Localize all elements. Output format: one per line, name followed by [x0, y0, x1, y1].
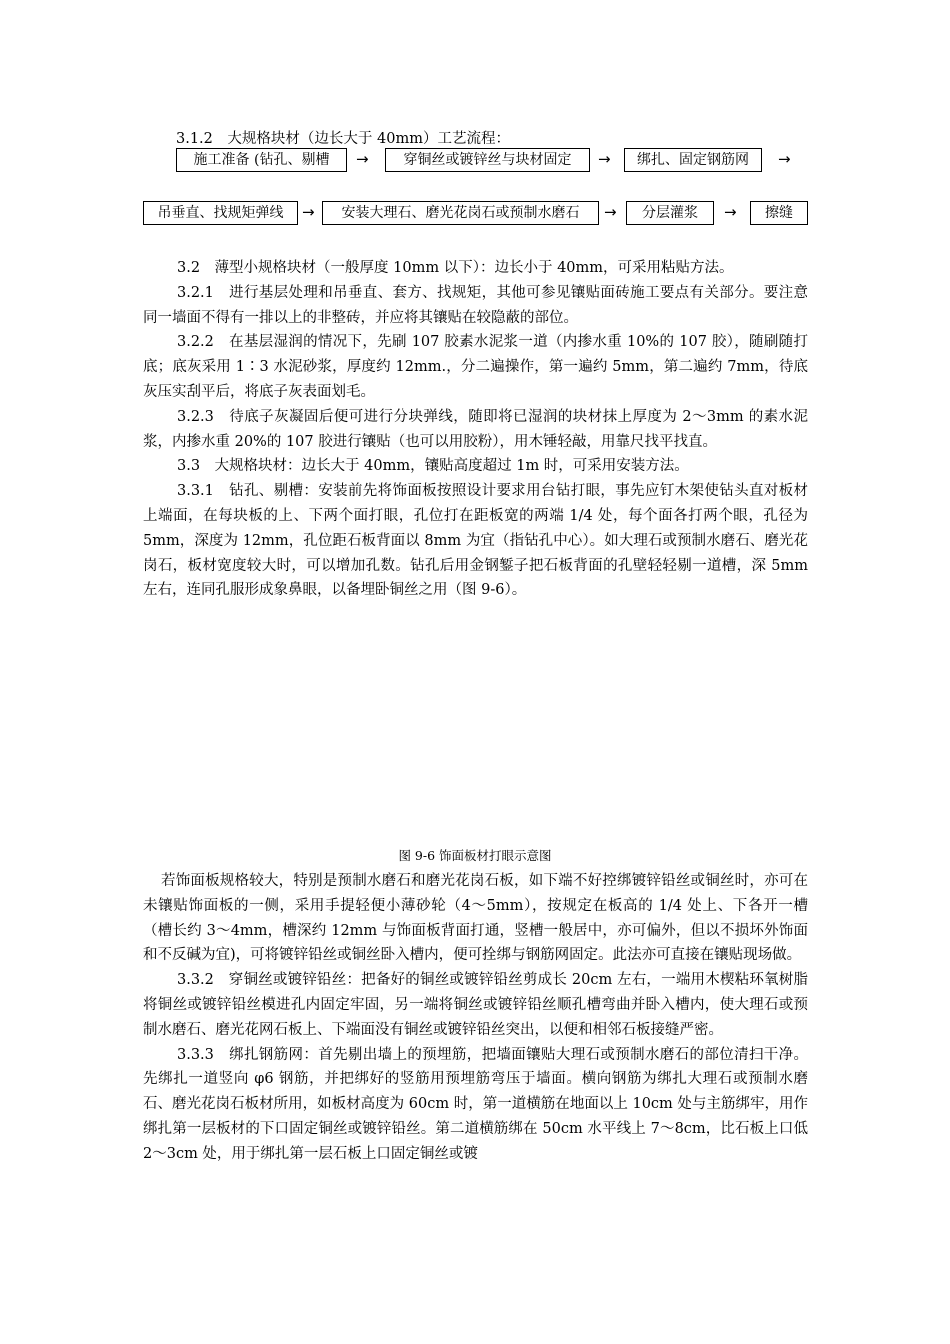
flow-arrow: → [302, 203, 315, 221]
figure-caption: 图 9-6 饰面板材打眼示意图 [398, 848, 552, 863]
paragraph-3-3-1: 3.3.1 钻孔、剔槽：安装前先将饰面板按照设计要求用台钻打眼，事先应钉木架使钻头直对板材上端面，在每块板的上、下两个面打眼，孔位打在距板宽的两端 1/4 处，每个面各打两个眼，孔径为 5mm，深度为 12mm，孔位距石板背面以 8mm 为宜（指钻孔中心）。如大理石或预制水磨石、磨光花岗石，板材宽度较大时，可以增加孔数。钻孔后用金钢錾子把石板背面的孔壁轻轻剔一道槽，深 5mm 左右，连同孔服形成象鼻眼，以备埋卧铜丝之用（图 9-6）。 [143, 483, 808, 599]
paragraph-3-3: 3.3 大规格块材：边长大于 40mm，镶贴高度超过 1m 时，可采用安装方法。 [177, 458, 689, 475]
flow-step-install: 安装大理石、磨光花岗石或预制水磨石 [322, 201, 599, 225]
paragraph-3-3-3: 3.3.3 绑扎钢筋网：首先剔出墙上的预埋筋，把墙面镶贴大理石或预制水磨石的部位清扫干净。先绑扎一道竖向 φ6 钢筋，并把绑好的竖筋用预埋筋弯压于墙面。横向钢筋为绑扎大理石或预制水磨石、磨光花岗石板材所用，如板材高度为 60cm 时，第一道横筋在地面以上 10cm 处与主筋绑牢，用作绑扎第一层板材的下口固定铜丝或镀锌铅丝。第二道横筋绑在 50cm 水平线上 7～8cm，比石板上口低 2～3cm 处，用于绑扎第一层石板上口固定铜丝或镀 [143, 1046, 808, 1162]
text-block-bottom [143, 869, 808, 1167]
paragraph-3-2-1: 3.2.1 进行基层处理和吊垂直、套方、找规矩，其他可参见镶贴面砖施工要点有关部分。要注意同一墙面不得有一排以上的非整砖，并应将其镶贴在较隐蔽的部位。 [143, 284, 808, 326]
paragraph-3-2-3: 3.2.3 待底子灰凝固后便可进行分块弹线，随即将已湿润的块材抹上厚度为 2～3mm 的素水泥浆，内掺水重 20%的 107 胶进行镶贴（也可以用胶粉），用木锤轻敲，用靠尺找平找直。 [143, 408, 808, 450]
flow-step-wire: 穿铜丝或镀锌丝与块材固定 [385, 148, 590, 172]
paragraph-3-2-2: 3.2.2 在基层湿润的情况下，先刷 107 胶素水泥浆一道（内掺水重 10%的 107 胶），随刷随打底；底灰采用 1∶3 水泥砂浆，厚度约 12mm.，分二遍操作，第一遍约 5mm，第二遍约 7mm，待底灰压实刮平后，将底子灰表面划毛。 [143, 334, 808, 400]
flow-step-rebar: 绑扎、固定钢筋网 [624, 148, 762, 172]
section-heading-3-1-2: 3.1.2 大规格块材（边长大于 40mm）工艺流程： [176, 131, 510, 147]
flow-arrow: → [604, 203, 617, 221]
paragraph-groove: 若饰面板规格较大，特别是预制水磨石和磨光花岗石板，如下端不好控绑镀锌铅丝或铜丝时，亦可在未镶贴饰面板的一侧，采用手提轻便小薄砂轮（4～5mm），按规定在板高的 1/4 处上、下各开一槽（槽长约 3～4mm，槽深约 12mm 与饰面板背面打通，竖槽一般居中，亦可偏外，但以不损坏外饰面和不反碱为宜)，可将镀锌铅丝或铜丝卧入槽内，便可拴绑与钢筋网固定。此法亦可直接在镶贴现场做。 [143, 873, 808, 964]
flow-step-plumb: 吊垂直、找规矩弹线 [143, 201, 298, 225]
paragraph-3-3-2: 3.3.2 穿铜丝或镀锌铅丝：把备好的铜丝或镀锌铅丝剪成长 20cm 左右，一端用木楔粘环氧树脂将铜丝或镀锌铅丝模进孔内固定牢固，另一端将铜丝或镀锌铅丝顺孔槽弯曲并卧入槽内，使大理石或预制水磨石、磨光花网石板上、下端面没有铜丝或镀锌铅丝突出，以便和相邻石板接缝严密。 [143, 972, 808, 1038]
flow-arrow: → [724, 203, 737, 221]
flow-step-joint: 擦缝 [750, 201, 808, 225]
flow-step-prepare: 施工准备 (钻孔、剔槽 [176, 148, 347, 172]
flow-arrow: → [356, 150, 369, 168]
text-block-top [143, 256, 808, 603]
flow-step-grout: 分层灌浆 [626, 201, 714, 225]
flow-arrow: → [598, 150, 611, 168]
paragraph-3-2: 3.2 薄型小规格块材（一般厚度 10mm 以下）：边长小于 40mm，可采用粘贴方法。 [177, 260, 734, 276]
flow-arrow: → [778, 150, 791, 168]
